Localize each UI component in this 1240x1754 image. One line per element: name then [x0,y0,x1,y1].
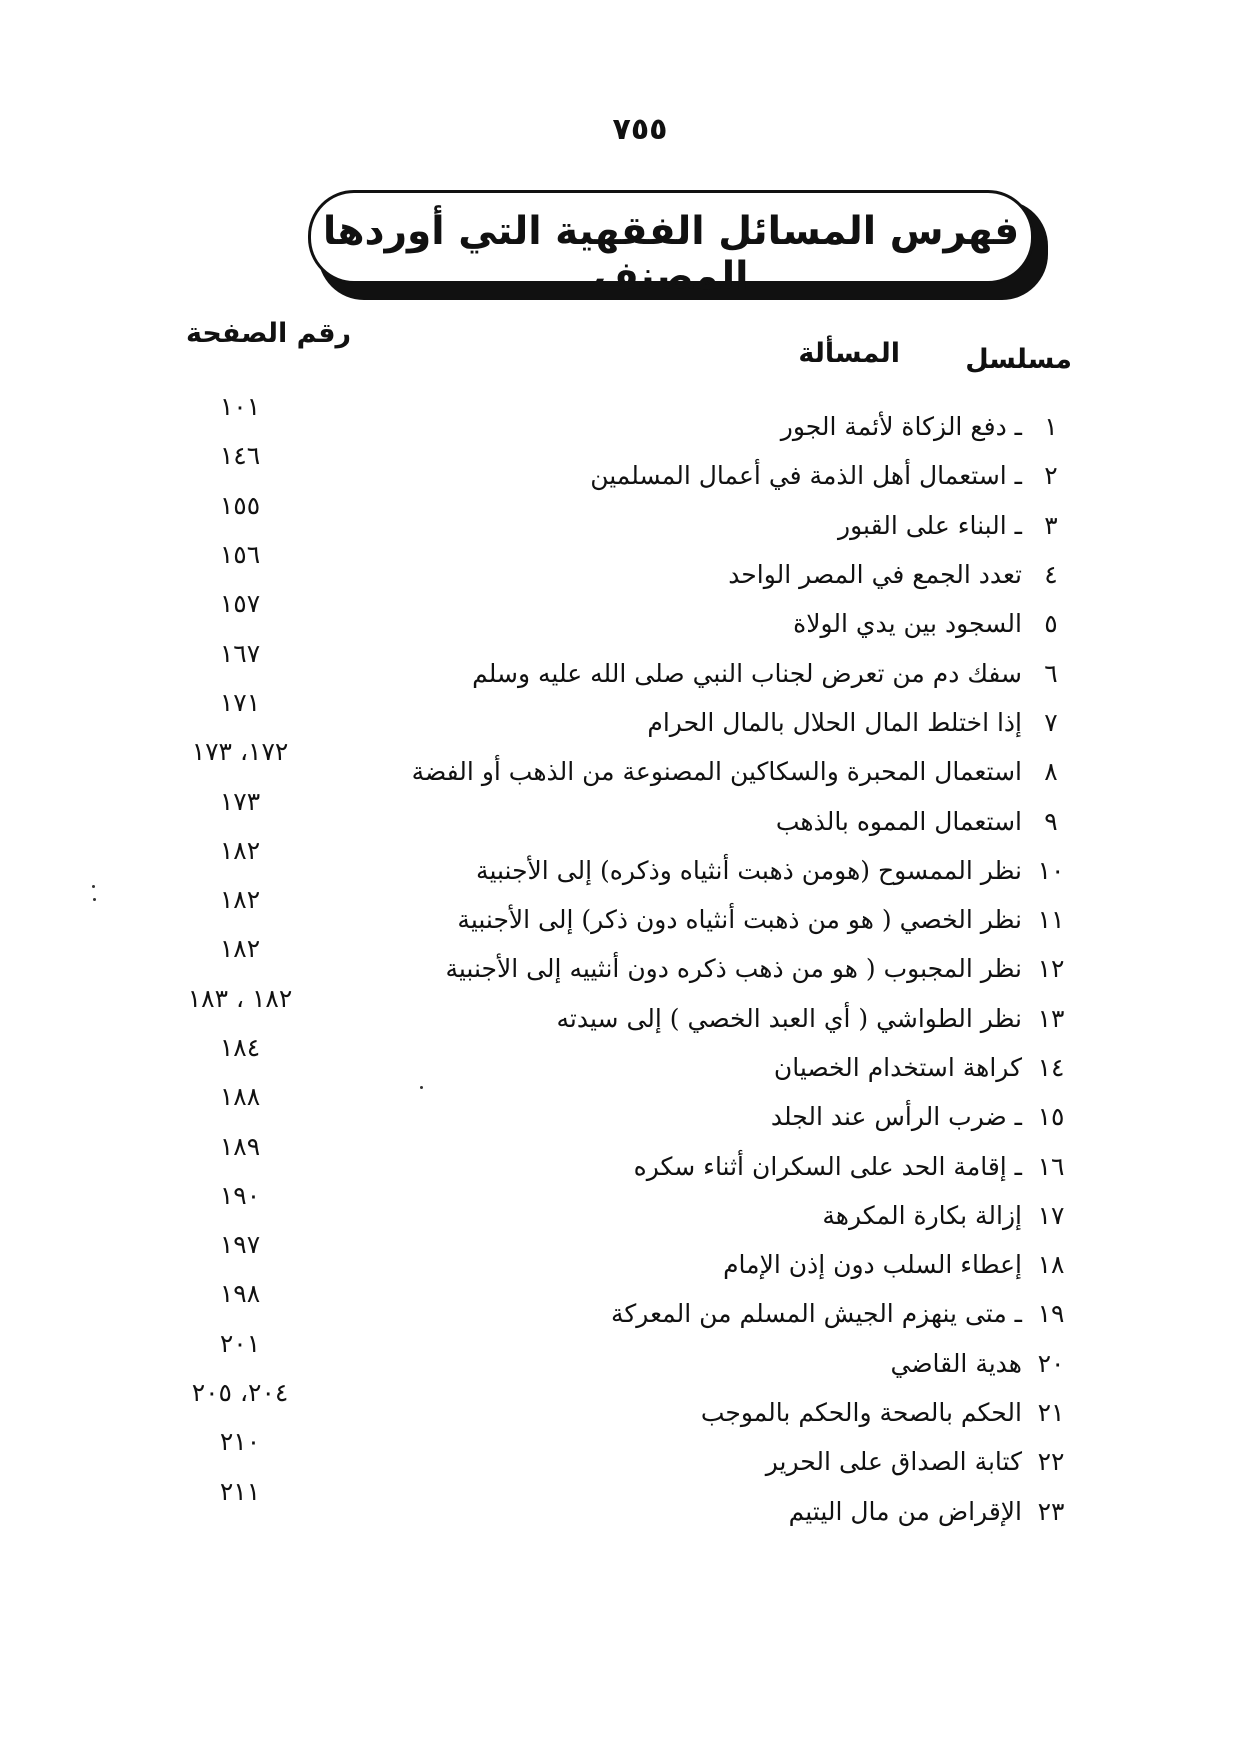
issue-entry [440,698,1080,747]
issue-serial-number: ١٧ [1037,1200,1065,1230]
issue-serial-number: ٥ [1044,609,1058,639]
issue-page-reference: ١٩٨ [219,1279,261,1309]
issue-text: ـ إقامة الحد على السكران أثناء سكره [633,1151,1022,1181]
issue-serial-number: ٦ [1044,658,1058,688]
issue-page-reference: ١٨٨ [219,1082,261,1112]
scan-speck [420,1086,423,1089]
issue-entry [440,501,1080,550]
issue-entry [440,1487,1080,1536]
issue-page-reference: ٢٠١ [219,1328,261,1358]
issue-serial-number: ٤ [1044,560,1058,590]
issue-entry [440,1191,1080,1240]
title-banner [308,190,1034,299]
page-title: فهرس المسائل الفقهية التي أوردها المصنف [322,209,1020,299]
page-numbers-list [150,382,330,1516]
issue-entry [440,1092,1080,1141]
issue-text: نظر المجبوب ( هو من ذهب ذكره دون أنثييه إلى الأجنبية [445,954,1022,984]
issue-serial-number: ٢٣ [1037,1496,1065,1526]
issue-text: استعمال المحبرة والسكاكين المصنوعة من الذهب أو الفضة [411,757,1022,787]
issue-serial-number: ٨ [1044,757,1058,787]
issue-entry [440,402,1080,451]
issue-entry [440,944,1080,993]
issue-text: ـ استعمال أهل الذمة في أعمال المسلمين [590,461,1022,491]
issue-text: إعطاء السلب دون إذن الإمام [723,1250,1022,1280]
issue-serial-number: ٣ [1044,510,1058,540]
issue-text: الإقراض من مال اليتيم [788,1496,1022,1526]
issue-serial-number: ١٦ [1037,1151,1065,1181]
issue-page-reference: ١٠١ [219,392,261,422]
issue-text: الحكم بالصحة والحكم بالموجب [700,1398,1022,1428]
issue-page-reference: ١٤٦ [219,441,261,471]
issue-serial-number: ١٤ [1037,1053,1065,1082]
issue-serial-number: ١٨ [1037,1250,1065,1280]
issue-entry [411,747,1080,796]
issue-entry [440,1339,1080,1388]
issue-serial-number: ١٢ [1037,954,1065,984]
issue-entry [440,994,1080,1043]
page-number: ٧٥٥ [612,112,668,147]
issue-column-header: المسألة [798,338,900,369]
issue-page-reference: ٢١٠ [219,1427,261,1457]
issue-serial-number: ٢١ [1037,1398,1065,1428]
serial-column-header: مسلسل [965,344,1072,375]
issue-text: استعمال المموه بالذهب [775,806,1022,836]
issue-page-reference: ١٩٧ [219,1230,261,1260]
issue-page-reference: ١٥٦ [219,540,261,570]
issue-serial-number: ١٠ [1037,855,1065,885]
issue-entry [440,846,1080,895]
issue-serial-number: ١١ [1037,905,1065,935]
issues-list [411,402,1080,1536]
issue-text: نظر الطواشي ( أي العبد الخصي ) إلى سيدته [556,1003,1022,1033]
issue-page-reference: ١٦٧ [219,638,261,668]
issue-page-reference: ١٨٢ [219,934,261,964]
issue-entry [440,895,1080,944]
scan-speck [92,885,95,888]
issue-serial-number: ١٩ [1037,1299,1065,1329]
issue-text: ـ البناء على القبور [838,510,1022,540]
issue-serial-number: ١ [1044,412,1058,442]
issue-entry [440,648,1080,697]
issue-text: تعدد الجمع في المصر الواحد [728,560,1022,590]
issue-page-reference: ١٨٩ [219,1131,261,1161]
issue-page-reference: ١٧٢، ١٧٣ [191,737,289,767]
issue-page-reference: ١٥٧ [219,589,261,619]
issue-text: نظر الممسوح (هومن ذهبت أنثياه وذكره) إلى الأجنبية [476,855,1022,885]
issue-serial-number: ١٣ [1037,1003,1065,1033]
issue-serial-number: ٧ [1044,707,1058,737]
issue-page-reference: ١٥٥ [219,490,261,520]
issue-text: سفك دم من تعرض لجناب النبي صلى الله عليه وسلم [472,658,1022,688]
issue-text: كتابة الصداق على الحرير [765,1447,1022,1477]
issue-page-reference: ١٨٢ [219,835,261,865]
issue-text: ـ متى ينهزم الجيش المسلم من المعركة [610,1299,1022,1329]
issue-entry [440,1289,1080,1338]
issue-page-reference: ٢٠٤، ٢٠٥ [191,1378,289,1408]
issue-text: إزالة بكارة المكرهة [822,1200,1022,1230]
issue-text: إذا اختلط المال الحلال بالمال الحرام [647,707,1022,737]
issue-serial-number: ٢ [1044,461,1058,491]
issue-text: هدية القاضي [890,1348,1022,1378]
issue-entry [440,1240,1080,1289]
issue-entry [440,451,1080,500]
issue-text: ـ ضرب الرأس عند الجلد [770,1102,1022,1132]
issue-entry [440,550,1080,599]
issue-serial-number: ٢٢ [1037,1447,1065,1477]
issue-page-reference: ١٨٢ ، ١٨٣ [187,983,293,1013]
issue-serial-number: ٩ [1044,806,1058,836]
issue-serial-number: ٢٠ [1037,1348,1065,1378]
issue-page-reference: ١٨٢ [219,885,261,915]
issue-serial-number: ١٥ [1037,1102,1065,1132]
page-column-header: رقم الصفحة [186,318,352,349]
issue-text: السجود بين يدي الولاة [793,609,1022,639]
issue-text: نظر الخصي ( هو من ذهبت أنثياه دون ذكر) إلى الأجنبية [457,905,1022,935]
issue-entry [440,599,1080,648]
issue-text: ـ دفع الزكاة لأئمة الجور [780,412,1022,442]
issue-page-reference: ١٧٣ [219,786,261,816]
issue-page-reference: ١٧١ [219,687,261,717]
scan-speck [93,898,96,901]
issue-entry [440,796,1080,845]
issue-entry [440,1141,1080,1190]
issue-page-reference: ٢١١ [219,1476,261,1506]
issue-entry [440,1437,1080,1486]
issue-entry [440,1388,1080,1437]
issue-page-reference: ١٩٠ [219,1180,261,1210]
issue-page-reference: ١٨٤ [219,1033,261,1062]
issue-entry [440,1043,1080,1092]
issue-text: كراهة استخدام الخصيان [773,1053,1022,1082]
